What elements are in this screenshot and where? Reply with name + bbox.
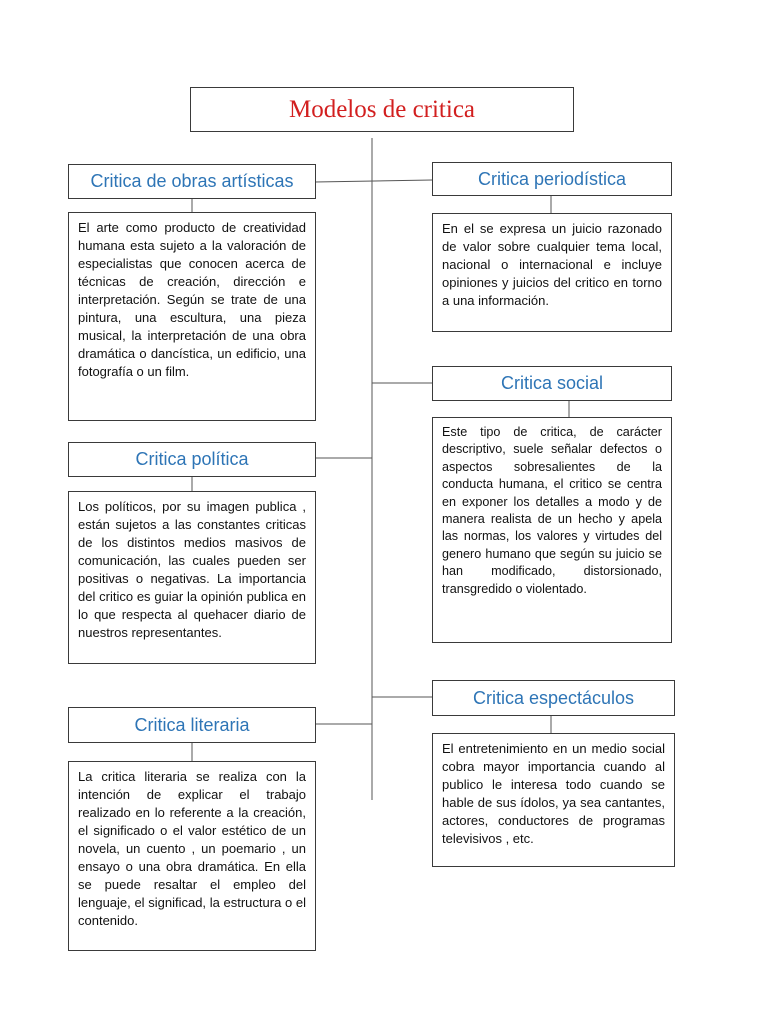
heading-box-literaria: [68, 707, 316, 743]
text-literaria: La critica literaria se realiza con la intención de explicar el trabajo realizado en lo referente a la creación, el significado o el valor estético de un novela, un cuento , un poemario , un ensayo o una obra dramática. En ella se puede resaltar el empleo del lenguaje, el significad, la estructura o el contenido.: [78, 769, 306, 928]
heading-obras: Critica de obras artísticas: [90, 171, 294, 191]
text-box-politica: [68, 491, 316, 664]
text-politica: Los políticos, por su imagen publica , están sujetos a las constantes criticas de los distintos medios masivos de comunicación, las cuales pueden ser positivas o negativas. La importancia del critico es guiar la opinión publica en lo que respecta al quehacer diario de nuestros representantes.: [78, 499, 306, 640]
heading-literaria: Critica literaria: [134, 714, 250, 735]
text-box-social: [432, 417, 672, 643]
connector-obras-periodistica: [315, 180, 432, 182]
heading-box-politica: [68, 442, 316, 477]
heading-box-social: [432, 366, 672, 401]
text-box-obras: [68, 212, 316, 421]
text-box-literaria: [68, 761, 316, 951]
heading-box-periodistica: [432, 162, 672, 196]
heading-periodistica: Critica periodística: [477, 168, 627, 189]
text-box-periodistica: [432, 213, 672, 332]
heading-box-obras: [68, 164, 316, 199]
text-espectaculos: El entretenimiento en un medio social cobra mayor importancia cuando al publico le interesa todo cuando se hable de sus ídolos, ya sea cantantes, actores, conductores de programas televisivos , etc.: [442, 741, 665, 846]
heading-social: Critica social: [500, 373, 604, 393]
heading-espectaculos: Critica espectáculos: [472, 687, 635, 708]
diagram-title: Modelos de critica: [288, 95, 476, 123]
text-obras: El arte como producto de creatividad humana esta sujeto a la valoración de especialistas que conocen acerca de técnicas de creación, dirección e interpretación. Según se trate de una pintura, una escultura, una pieza musical, la interpretación de una obra dramática o dancística, un edificio, una fotografía o un film.: [78, 220, 306, 379]
text-periodistica: En el se expresa un juicio razonado de valor sobre cualquier tema local, nacional o internacional e incluye opiniones y juicios del critico en torno a una información.: [442, 221, 662, 308]
heading-politica: Critica política: [135, 449, 249, 469]
heading-box-espectaculos: [432, 680, 675, 716]
text-social: Este tipo de critica, de carácter descriptivo, suele señalar defectos o aspectos sobresalientes de la conducta humana, el critico se centra en exponer los detalles a modo y de manera realista de un hecho y apela las normas, los valores y virtudes del genero humano que según su juicio se han modificado, distorsionado, transgredido o violentado.: [442, 425, 662, 596]
diagram-title-box: [190, 87, 574, 132]
text-box-espectaculos: [432, 733, 675, 867]
